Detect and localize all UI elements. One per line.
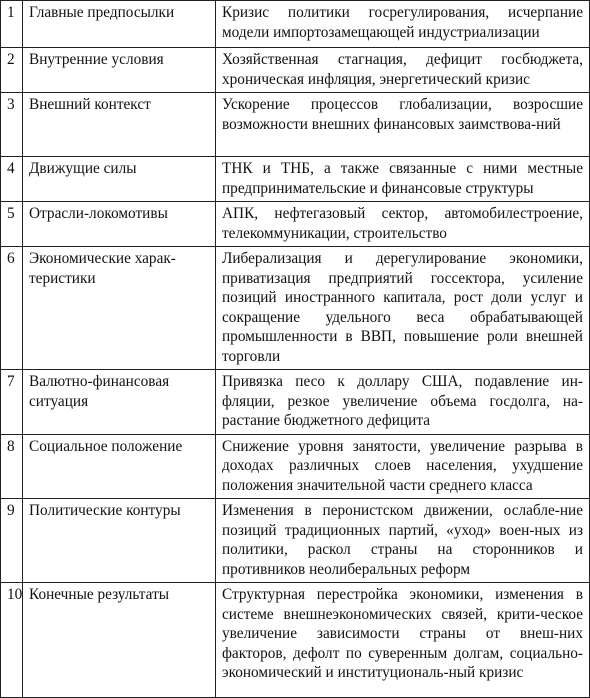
row-number: 4 bbox=[1, 157, 23, 202]
row-number: 10 bbox=[1, 583, 23, 698]
factor-label: Социальное положение bbox=[23, 434, 216, 499]
factor-description: Изменения в перонистском движении, ослабле-ние позиций традиционных партий, «уход» воен-ных из политики, раскол страны на сторонников и противников неолиберальных реформ bbox=[216, 499, 590, 583]
factor-description: Либерализация и дерегулирование экономики, приватизация предприятий госсектора, усиление позиций иностранного капитала, рост доли услуг и сокращение удельного веса обрабатывающей промышленности в ВВП, повышение роли внешней торговли bbox=[216, 247, 590, 370]
table-row bbox=[1, 583, 590, 698]
factor-label: Отрасли-локомотивы bbox=[23, 202, 216, 247]
factor-label: Внешний контекст bbox=[23, 93, 216, 157]
factor-description: Привязка песо к доллару США, подавление ин-фляции, резкое увеличение объема госдолга, на-растание бюджетного дефицита bbox=[216, 370, 590, 435]
table-row bbox=[1, 93, 590, 157]
factor-label: Конечные результаты bbox=[23, 583, 216, 698]
table-row bbox=[1, 48, 590, 93]
row-number: 6 bbox=[1, 247, 23, 370]
factor-label: Валютно-финансовая ситуация bbox=[23, 370, 216, 435]
table-row bbox=[1, 370, 590, 435]
factor-description: АПК, нефтегазовый сектор, автомобилестроение, телекоммуникации, строительство bbox=[216, 202, 590, 247]
row-number: 3 bbox=[1, 93, 23, 157]
row-number: 8 bbox=[1, 434, 23, 499]
table-row bbox=[1, 1, 590, 48]
factor-label: Политические контуры bbox=[23, 499, 216, 583]
row-number: 5 bbox=[1, 202, 23, 247]
row-number: 7 bbox=[1, 370, 23, 435]
factor-description: Структурная перестройка экономики, изменения в системе внешнеэкономических связей, крити-ческое увеличение зависимости страны от внеш-них факторов, дефолт по суверенным долгам, социально-экономический и институциональ-ный кризис bbox=[216, 583, 590, 698]
factor-label: Внутренние условия bbox=[23, 48, 216, 93]
factor-description: Кризис политики госрегулирования, исчерпание модели импортозамещающей индустриализации bbox=[216, 1, 590, 48]
table-row bbox=[1, 499, 590, 583]
row-number: 2 bbox=[1, 48, 23, 93]
factor-description: Снижение уровня занятости, увеличение разрыва в доходах различных слоев населения, ухудшение положения значительной части среднего класса bbox=[216, 434, 590, 499]
factor-description: Ускорение процессов глобализации, возросшие возможности внешних финансовых заимствова-ний bbox=[216, 93, 590, 157]
table-row bbox=[1, 247, 590, 370]
factor-description: ТНК и ТНБ, а также связанные с ними местные предпринимательские и финансовые структуры bbox=[216, 157, 590, 202]
factor-description: Хозяйственная стагнация, дефицит госбюджета, хроническая инфляция, энергетический кризис bbox=[216, 48, 590, 93]
factor-label: Движущие силы bbox=[23, 157, 216, 202]
factor-label: Экономические харак-теристики bbox=[23, 247, 216, 370]
table-row bbox=[1, 157, 590, 202]
factor-label: Главные предпосылки bbox=[23, 1, 216, 48]
table-row bbox=[1, 434, 590, 499]
row-number: 1 bbox=[1, 1, 23, 48]
row-number: 9 bbox=[1, 499, 23, 583]
table-body bbox=[1, 1, 590, 698]
table-row bbox=[1, 202, 590, 247]
